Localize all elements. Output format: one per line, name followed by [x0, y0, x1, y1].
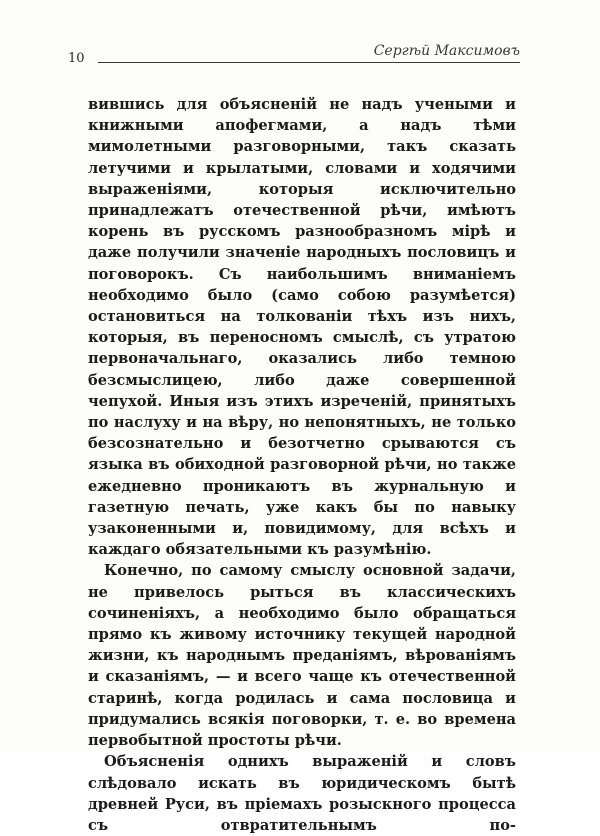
- running-head: Сергѣй Максимовъ: [368, 43, 520, 59]
- body-text: [88, 94, 516, 836]
- paragraph-3: Объясненія однихъ выраженій и словъ слѣдовало искать въ юридическомъ бытѣ древней Руси, въ пріемахъ розыскного процесса съ отвратительнымъ по-: [88, 753, 516, 834]
- paragraph-1: вившись для объясненій не надъ учеными и книжными апофегмами, а надъ тѣми мимолетными разговорными, такъ сказать летучими и крылатыми, словами и ходячими выраженіями, которыя исключительно принадлежатъ отечественной рѣчи, имѣютъ корень въ русскомъ разнообразномъ мірѣ и даже получили значеніе народныхъ пословицъ и поговорокъ. Съ наибольшимъ вниманіемъ необходимо было (само собою разумѣется) остановиться на толкованіи тѣхъ изъ нихъ, которыя, въ переносномъ смыслѣ, съ утратою первоначальнаго, оказались либо темною безсмыслицею, либо даже совершенной чепухой. Иныя изъ этихъ изреченій, принятыхъ по наслуху и на вѣру, но непонятныхъ, не только безсознательно и безотчетно срываются съ языка въ обиходной разговорной рѣчи, но также ежедневно проникаютъ въ журнальную и газетную печать, уже какъ бы по навыку узаконенными и, повидимому, для всѣхъ и каждаго обязательными къ разумѣнію.: [88, 96, 516, 559]
- page-number: 10: [68, 51, 85, 66]
- paragraph-2: Конечно, по самому смыслу основной задачи, не привелось рыться въ классическихъ сочиненіяхъ, а необходимо было обращаться прямо къ живому источнику текущей народной жизни, къ народнымъ преданіямъ, вѣрованіямъ и сказаніямъ, — и всего чаще къ отечественной старинѣ, когда родилась и сама пословица и придумались всякія поговорки, т. е. во времена первобытной простоты рѣчи.: [88, 562, 516, 750]
- header-rule: [98, 62, 520, 63]
- page-header: [68, 43, 520, 67]
